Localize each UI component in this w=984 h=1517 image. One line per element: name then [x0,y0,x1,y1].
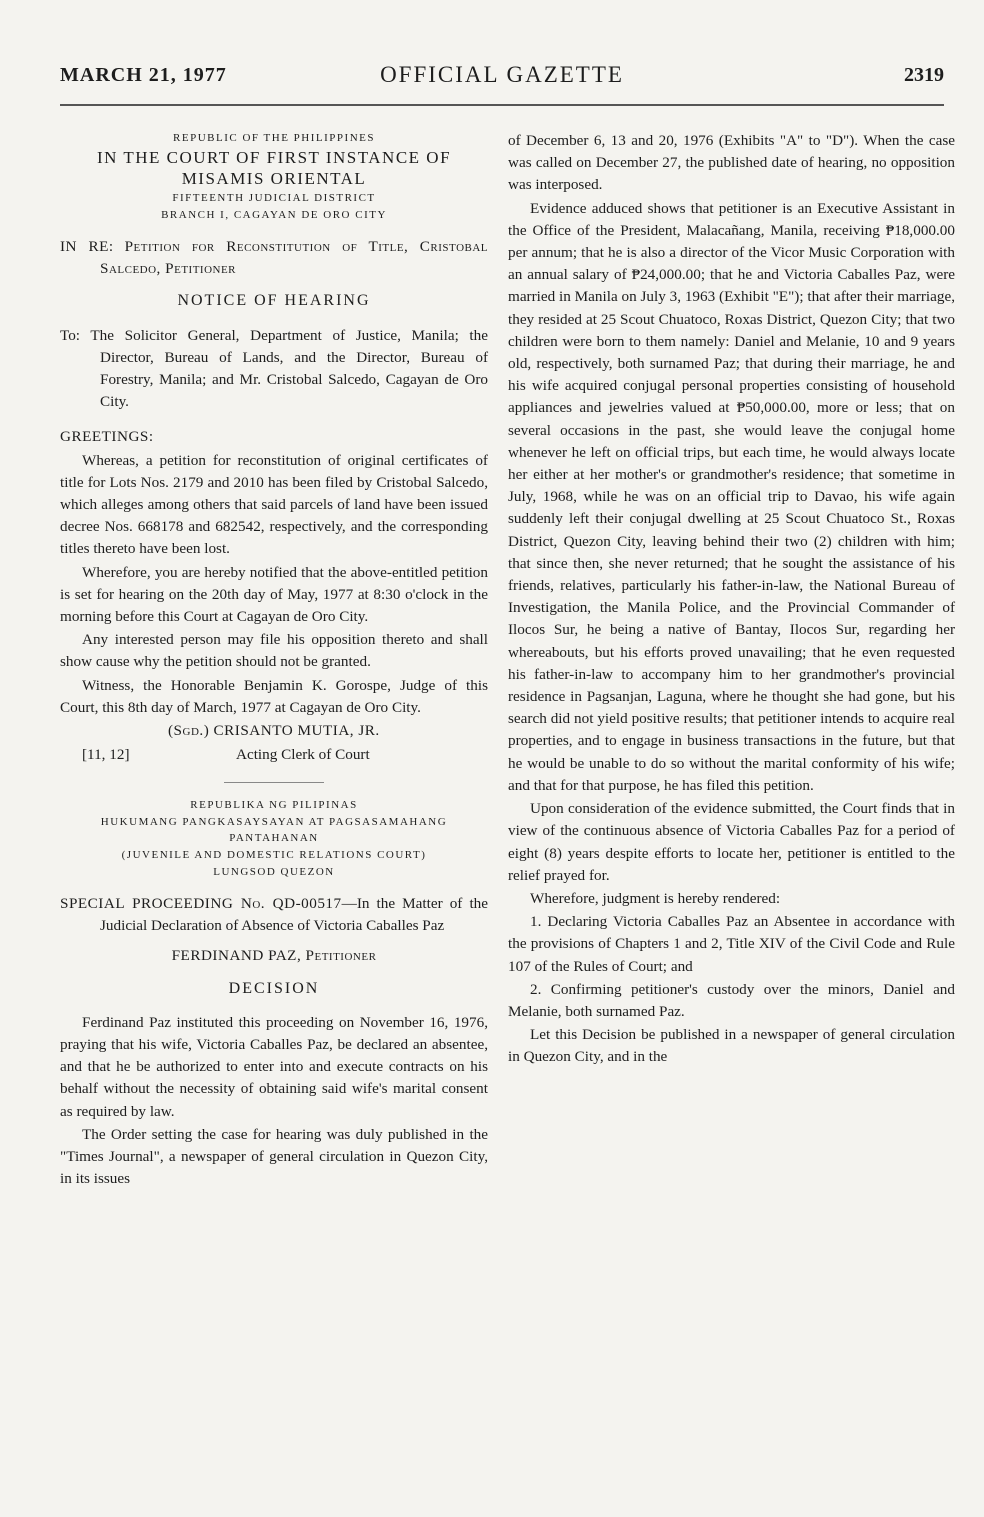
decision-paragraph-2a: The Order setting the case for hearing was duly published in the "Times Journal", a newspaper of general circulation in Quezon City, in its issues [60,1125,488,1188]
notice-paragraph-4: Witness, the Honorable Benjamin K. Gorospe, Judge of this Court, this 8th day of March, 1977 at Cagayan de Oro City. [60,676,488,716]
section-divider [224,782,324,783]
decision-item-1: 1. Declaring Victoria Caballes Paz an Absentee in accordance with the provisions of Chapters 1 and 2, Title XIV of the Civil Code and Rule 107 of the Rules of Court; and [508,913,955,975]
decision-heading: DECISION [228,979,320,997]
notice-paragraph-1: Whereas, a petition for reconstitution of original certificates of title for Lots Nos. 2179 and 2010 has been filed by Cristobal Salcedo, which alleges among others that said parcels of land have been issued decree Nos. 668178 and 682542, respectively, and the corresponding titles thereto have been lost. [60,451,488,558]
decision-paragraph-4: Upon consideration of the evidence submitted, the Court finds that in view of the continuous absence of Victoria Caballes Paz for a period of eight (8) years despite efforts to locate her, petitioner is entitled to the relief prayed for. [508,800,955,884]
decision-paragraph-1: Ferdinand Paz instituted this proceeding on November 16, 1976, praying that his wife, Victoria Caballes Paz, be declared an absentee, and that he be authorized to enter into and execute contracts on his behalf without the necessity of obtaining said wife's marital consent as required by law. [60,1013,488,1120]
signed-name: (Sgd.) CRISANTO MUTIA, JR. [168,722,380,740]
header-rule [60,104,944,106]
signer-title: Acting Clerk of Court [236,746,370,764]
decision-item-2: 2. Confirming petitioner's custody over the minors, Daniel and Melanie, both surnamed Paz. [508,980,955,1020]
notice-paragraph-2: Wherefore, you are hereby notified that the above-entitled petition is set for hearing on the 20th day of May, 1977 at 8:30 o'clock in the morning before this Court at Cagayan de Oro City. [60,563,488,626]
jdrc-name: HUKUMANG PANGKASAYSAYAN AT PAGSASAMAHANG PANTAHANAN [100,816,448,845]
case-caption [60,236,488,280]
petitioner-line: FERDINAND PAZ, Petitioner [171,947,377,965]
republic-line: REPUBLIC OF THE PHILIPPINES [173,132,375,144]
special-label: SPECIAL PROCEEDING No. QD-00517 [60,895,342,913]
decision-paragraph-8: Let this Decision be published in a newspaper of general circulation in Quezon City, and in the [508,1026,955,1066]
issue-date: MARCH 21, 1977 [60,64,227,86]
to-label: To: [60,326,81,344]
jdrc-english: (JUVENILE AND DOMESTIC RELATIONS COURT) [121,849,427,862]
special-text: —In the Matter of the Judicial Declaration of Absence of Victoria Caballes Paz [100,895,488,935]
decision-paragraph-3: Evidence adduced shows that petitioner is an Executive Assistant in the Office of the President, Malacañang, Manila, receiving ₱18,000.00 per annum; that he is also a director of the Vicor Music Corporation with an annual salary of ₱24,000.00; that he and Victoria Caballes Paz, were married in Manila on July 3, 1963 (Exhibit "E"); that after their marriage, they resided at 25 Scout Chuatoco, Roxas District, Quezon City; that two children were born to them namely: Daniel and Melanie, 10 and 9 years old, respectively, both surnamed Paz; that during their marriage, he and his wife acquired conjugal personal properties consisting of household appliances and jewelries valued at ₱50,000.00, more or less; that on several occasions in the past, she would leave the conjugal home whenever he left on official trips, but each time, he would always locate her either at her mother's or grandmother's residence; that sometime in July, 1968, while he was on an official trip to Davao, his wife again suddenly left their conjugal dwelling at 25 Scout Chuatoco St., Roxas District, Quezon City, leaving behind their two (2) children with him; that since then, she never returned; that he sought the assistance of his friends, relatives, particularly his father-in-law, the National Bureau of Investigation, the Manila Police, and the Provincial Commander of Ilocos Sur, he being a native of Bantay, Ilocos Sur, regarding her whereabouts, but his efforts proved unavailing; that he even requested his father-in-law to accompany him to her grandmother's provincial residence in Pagsanjan, Laguna, where he thought she had gone, but his search did not yield positive results; that petitioner intends to acquire real properties, and to engage in business transactions in the future, but that he would be unable to do so without the marital conformity of his wife; and that for that purpose, he has filed this petition. [508,199,955,794]
in-re-text: Petition for Reconstitution of Title, Cristobal Salcedo, Petitioner [100,238,489,278]
issue-reference: [11, 12] [82,746,130,764]
in-re-label: IN RE: [60,238,114,255]
page-number: 2319 [904,64,944,86]
republika-line: REPUBLIKA NG PILIPINAS [190,799,358,812]
greetings: GREETINGS: [60,428,154,446]
special-proceeding [60,893,488,937]
publication-title: OFFICIAL GAZETTE [380,62,624,87]
page-header [60,58,944,98]
decision-paragraph-2b: of December 6, 13 and 20, 1976 (Exhibits "A" to "D"). When the case was called on December 27, the published date of hearing, no opposition was interposed. [508,132,955,194]
notice-heading: NOTICE OF HEARING [177,292,371,310]
left-column [60,130,488,1192]
addressees [60,325,488,414]
district-line: FIFTEENTH JUDICIAL DISTRICT [172,192,376,204]
court-name: IN THE COURT OF FIRST INSTANCE OF MISAMIS ORIENTAL [96,148,452,188]
decision-paragraph-5: Wherefore, judgment is hereby rendered: [530,889,781,907]
branch-line: BRANCH I, CAGAYAN DE ORO CITY [161,209,387,221]
notice-paragraph-3: Any interested person may file his opposition thereto and shall show cause why the petition should not be granted. [60,631,488,671]
city-line: LUNGSOD QUEZON [213,866,335,879]
right-column [508,130,955,1070]
to-text: The Solicitor General, Department of Justice, Manila; the Director, Bureau of Lands, and the Director, Bureau of Forestry, Manila; and Mr. Cristobal Salcedo, Cagayan de Oro City. [90,326,488,411]
signature-block [60,720,488,768]
